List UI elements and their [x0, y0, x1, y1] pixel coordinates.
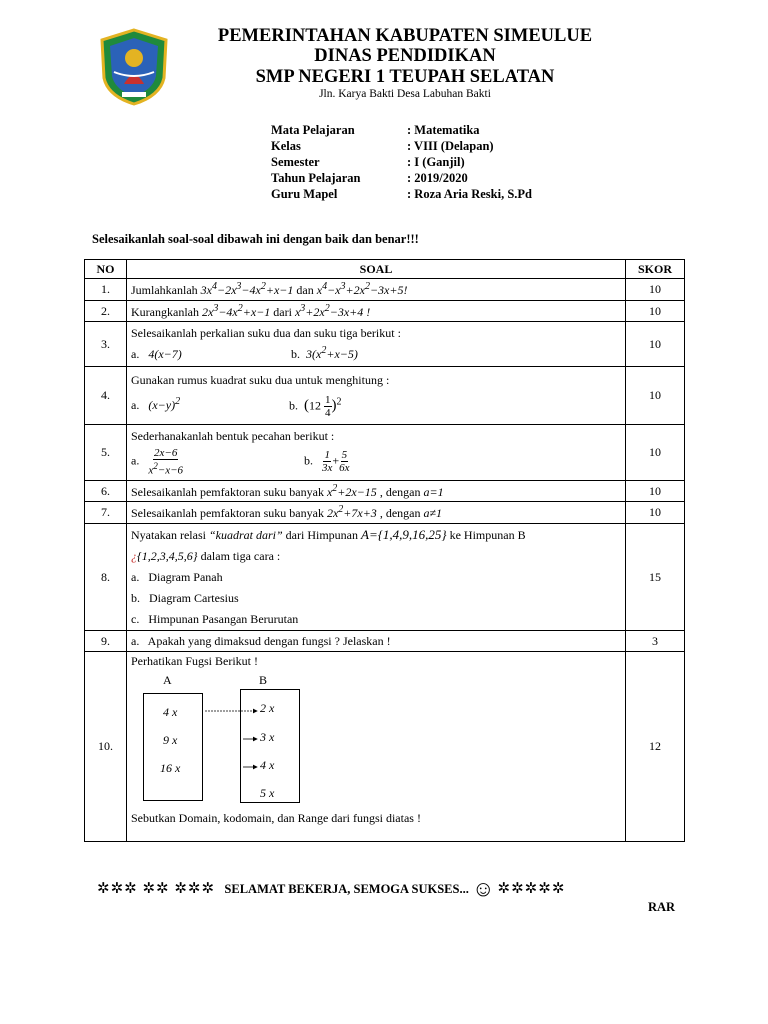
- question-instruction: Selesaikanlah pemfaktoran suku banyak: [131, 484, 324, 499]
- info-row: [271, 154, 532, 170]
- question-instruction: Kurangkanlah: [131, 304, 199, 319]
- question-row-9: [85, 631, 685, 652]
- question-number: 4.: [85, 367, 127, 425]
- set-a-item: 9 x: [163, 733, 178, 747]
- header-no: NO: [85, 260, 127, 279]
- math-expression: ¿: [131, 549, 137, 563]
- math-expression: $x^2+2x-15$: [326, 482, 377, 499]
- connector-word: dan: [296, 283, 314, 297]
- question-score: 10: [626, 301, 685, 322]
- option-letter: b.: [289, 397, 298, 412]
- question-text: [127, 631, 626, 652]
- question-table: [84, 259, 685, 842]
- header-department: DINAS PENDIDIKAN: [314, 46, 496, 66]
- question-row-2: [85, 301, 685, 322]
- footer-message: [97, 876, 565, 902]
- fraction: $\frac{1}{3x}$: [322, 449, 333, 474]
- info-value: : Matematika: [407, 123, 480, 137]
- smiley-icon: ☺: [471, 876, 495, 901]
- math-expression: $2x^2+7x+3$: [326, 504, 377, 520]
- info-value: : VIII (Delapan): [407, 139, 494, 153]
- question-instruction: Nyatakan relasi: [131, 528, 206, 542]
- question-text: [127, 279, 626, 301]
- info-label: Mata Pelajaran: [271, 123, 355, 137]
- header-government: PEMERINTAHAN KABUPATEN SIMEULUE: [217, 26, 593, 46]
- math-expression: A={1,4,9,16,25}: [360, 527, 447, 542]
- question-number: 8.: [85, 524, 127, 631]
- fraction: $\frac{2x-6}{x^2-x-6}$: [148, 446, 184, 477]
- arrow-diagram: [131, 669, 331, 801]
- option-letter: c.: [131, 612, 140, 626]
- info-row: [271, 138, 532, 154]
- option-letter: b.: [131, 591, 140, 605]
- math-expression: $x^3+2x^2-3x+4$ !: [294, 302, 371, 319]
- option-letter: a.: [131, 633, 140, 648]
- question-text: [127, 481, 626, 502]
- math-expression: $3(x^2+x-5)$: [306, 345, 358, 361]
- set-b-item: 5 x: [260, 786, 275, 800]
- regency-shield-logo-icon: [98, 28, 170, 106]
- question-score: 10: [626, 425, 685, 481]
- info-value: : I (Ganjil): [407, 155, 465, 169]
- header-soal: SOAL: [127, 260, 626, 279]
- option-letter: a.: [131, 570, 140, 584]
- question-instruction: Selesaikanlah perkalian suku dua dan suku tiga berikut :: [131, 326, 401, 340]
- question-row-7: [85, 502, 685, 524]
- question-number: 5.: [85, 425, 127, 481]
- option-text: Himpunan Pasangan Berurutan: [148, 612, 299, 626]
- option-letter: b.: [304, 453, 313, 468]
- question-row-10: [85, 652, 685, 842]
- question-text-part: dalam tiga cara :: [200, 549, 281, 563]
- question-number: 10.: [85, 652, 127, 842]
- instruction: Selesaikanlah soal-soal dibawah ini dengan baik dan benar!!!: [92, 232, 419, 246]
- info-label: Tahun Pelajaran: [271, 171, 361, 185]
- question-score: 10: [626, 481, 685, 502]
- question-text: [127, 301, 626, 322]
- header-skor: SKOR: [626, 260, 685, 279]
- option-letter: a.: [131, 397, 140, 412]
- question-instruction: Perhatikan Fugsi Berikut !: [131, 654, 258, 668]
- question-row-4: [85, 367, 685, 425]
- math-expression: {1,2,3,4,5,6}: [137, 549, 198, 563]
- author-initials: RAR: [648, 900, 676, 914]
- question-row-5: [85, 425, 685, 481]
- question-instruction: Apakah yang dimaksud dengan fungsi ? Jelaskan !: [147, 633, 391, 648]
- math-expression: 4(x−7): [148, 347, 182, 361]
- set-a-item: 4 x: [163, 705, 178, 719]
- question-number: 2.: [85, 301, 127, 322]
- question-number: 9.: [85, 631, 127, 652]
- math-expression: a=1: [423, 484, 444, 499]
- info-label: Semester: [271, 155, 320, 169]
- question-score: 10: [626, 367, 685, 425]
- set-b-label: B: [259, 673, 268, 687]
- exam-info: [271, 122, 532, 202]
- set-b-item: 4 x: [260, 758, 275, 772]
- set-b-item: 3 x: [260, 730, 275, 744]
- info-value: : Roza Aria Reski, S.Pd: [407, 187, 532, 201]
- math-expression: $x^4-x^3+2x^2-3x+5$!: [316, 281, 408, 297]
- math-expression: $2x^3-4x^2+x-1$: [201, 302, 271, 319]
- question-score: 3: [626, 631, 685, 652]
- header-address: Jln. Karya Bakti Desa Labuhan Bakti: [319, 88, 491, 100]
- question-score: 10: [626, 502, 685, 524]
- option-text: Diagram Cartesius: [149, 591, 239, 605]
- info-value: : 2019/2020: [407, 171, 468, 185]
- question-instruction: Jumlahkanlah: [131, 283, 198, 297]
- question-number: 7.: [85, 502, 127, 524]
- question-text: Sederhanakanlah bentuk pecahan berikut : a. $\frac{2x-6}{x^2-x-6}$ b. $\frac{1}{3x}$ + $\frac{5}{6x}$: [127, 425, 626, 481]
- fraction: $\frac{5}{6x}$: [339, 449, 350, 474]
- question-row-6: [85, 481, 685, 502]
- question-score: 10: [626, 279, 685, 301]
- question-text: Gunakan rumus kuadrat suku dua untuk menghitung : a. $(x-y)^2$ b. (12 $\frac{1}{4}$ )$^2$: [127, 367, 626, 425]
- question-number: 3.: [85, 322, 127, 367]
- question-instruction: Gunakan rumus kuadrat suku dua untuk menghitung :: [131, 372, 390, 387]
- question-number: 1.: [85, 279, 127, 301]
- question-row-3: [85, 322, 685, 367]
- option-letter: a.: [131, 347, 140, 361]
- question-text: [127, 652, 626, 842]
- question-score: 12: [626, 652, 685, 842]
- mapping-arrows: [131, 669, 331, 801]
- set-a-label: A: [163, 673, 172, 687]
- question-row-1: [85, 279, 685, 301]
- question-text: [127, 322, 626, 367]
- question-text-part: ke Himpunan B: [449, 528, 526, 542]
- decorative-stars-icon: ✲✲✲ ✲✲ ✲✲✲: [97, 881, 216, 897]
- math-expression: a≠1: [423, 506, 443, 520]
- question-score: 15: [626, 524, 685, 631]
- question-followup: Sebutkan Domain, kodomain, dan Range dari fungsi diatas !: [131, 811, 421, 825]
- question-row-8: [85, 524, 685, 631]
- option-text: Diagram Panah: [148, 570, 223, 584]
- condition-word: , dengan: [379, 484, 421, 499]
- connector-word: dari: [273, 304, 292, 319]
- relation-name: “kuadrat dari”: [208, 528, 283, 542]
- decorative-stars-icon: ✲✲✲✲✲: [497, 881, 566, 897]
- info-label: Guru Mapel: [271, 187, 338, 201]
- header-school: SMP NEGERI 1 TEUPAH SELATAN: [255, 67, 555, 87]
- option-letter: a.: [131, 453, 140, 468]
- question-text-part: dari Himpunan: [285, 528, 358, 542]
- question-number: 6.: [85, 481, 127, 502]
- question-instruction: Selesaikanlah pemfaktoran suku banyak: [131, 506, 324, 520]
- set-a-item: 16 x: [160, 761, 181, 775]
- info-row: [271, 170, 532, 186]
- math-expression: $(x-y)^2$: [148, 395, 181, 412]
- info-label: Kelas: [271, 139, 301, 153]
- question-instruction: Sederhanakanlah bentuk pecahan berikut :: [131, 428, 335, 443]
- math-expression: $3x^4-2x^3-4x^2+x-1$: [200, 281, 294, 297]
- info-row: [271, 122, 532, 138]
- option-letter: b.: [291, 347, 300, 361]
- fraction: $\frac{1}{4}$: [325, 393, 331, 419]
- question-text: [127, 502, 626, 524]
- question-text: [127, 524, 626, 631]
- math-expression: (: [304, 396, 309, 413]
- question-score: 10: [626, 322, 685, 367]
- set-b-item: 2 x: [260, 701, 275, 715]
- condition-word: , dengan: [379, 506, 421, 520]
- closing-message: SELAMAT BEKERJA, SEMOGA SUKSES...: [224, 882, 469, 896]
- info-row: [271, 186, 532, 202]
